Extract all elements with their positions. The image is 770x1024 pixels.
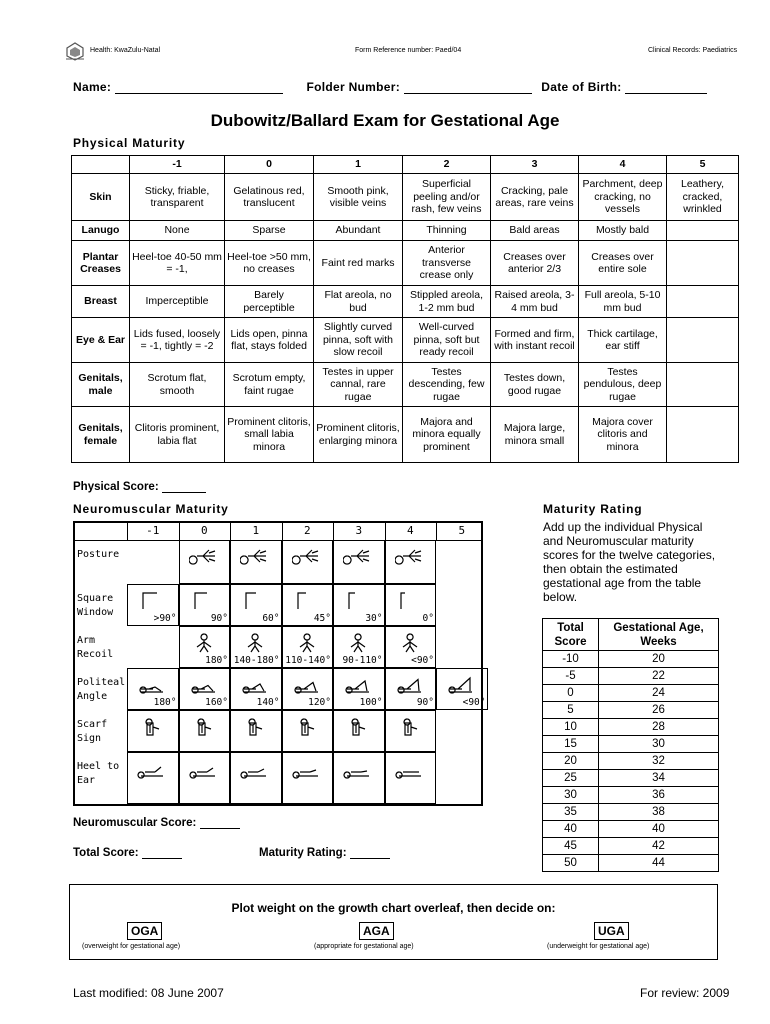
neuro-angle-label: 60° [262, 613, 280, 624]
table-row [543, 685, 719, 702]
header-records: Clinical Records: Paediatrics [648, 47, 738, 54]
table-cell: Testes down, good rugae [491, 363, 579, 407]
col-header: 2 [403, 156, 491, 174]
table-cell: Majora cover clitoris and minora [579, 407, 667, 463]
table-cell [667, 286, 739, 318]
table-cell: Full areola, 5-10 mm bud [579, 286, 667, 318]
name-label: Name: [73, 80, 112, 94]
neuro-angle-label: 110-140° [285, 655, 331, 666]
table-cell: Well-curved pinna, soft but ready recoil [403, 318, 491, 363]
neuro-score-label: Neuromuscular Score: [73, 817, 197, 829]
ga-score-cell: 0 [543, 685, 599, 702]
maneuver-figure-icon [292, 545, 322, 567]
physical-header-row [72, 156, 739, 174]
row-label: Eye & Ear [72, 318, 130, 363]
grid-line [282, 523, 283, 540]
maturity-rating-heading: Maturity Rating [543, 502, 643, 516]
neuro-col-header: 0 [200, 524, 208, 537]
table-cell: Majora and minora equally prominent [403, 407, 491, 463]
review-date: For review: 2009 [640, 986, 730, 1000]
total-score-field[interactable] [142, 847, 182, 859]
table-cell: Scrotum flat, smooth [130, 363, 225, 407]
table-cell: Testes pendulous, deep rugae [579, 363, 667, 407]
table-row [543, 770, 719, 787]
maneuver-figure-icon [137, 673, 167, 695]
physical-score [73, 481, 206, 493]
maneuver-figure-icon [343, 545, 373, 567]
table-cell: Testes in upper cannal, rare rugae [314, 363, 403, 407]
plot-title: Plot weight on the growth chart overleaf, then decide on: [231, 901, 556, 915]
ga-weeks-cell: 40 [599, 821, 719, 838]
table-cell: Sticky, friable, transparent [130, 174, 225, 221]
name-field[interactable] [115, 82, 283, 94]
table-cell: Raised areola, 3-4 mm bud [491, 286, 579, 318]
grid-line [385, 523, 386, 540]
maturity-rating-label: Maturity Rating: [259, 847, 347, 859]
ga-weeks-cell: 42 [599, 838, 719, 855]
table-cell: Bald areas [491, 221, 579, 241]
maneuver-figure-icon [292, 589, 322, 611]
table-cell: Prominent clitoris, small labia minora [225, 407, 314, 463]
ga-score-cell: 20 [543, 753, 599, 770]
neuro-angle-label: 140-180° [233, 655, 280, 666]
ga-weeks-cell: 38 [599, 804, 719, 821]
table-row [543, 787, 719, 804]
row-label: Genitals, male [72, 363, 130, 407]
table-cell: Prominent clitoris, enlarging minora [314, 407, 403, 463]
physical-maturity-table [71, 155, 739, 463]
grid-line [179, 523, 180, 540]
table-cell: None [130, 221, 225, 241]
oga-option[interactable]: OGA [127, 922, 162, 940]
table-cell: Thick cartilage, ear stiff [579, 318, 667, 363]
table-row [543, 855, 719, 872]
col-header: 0 [225, 156, 314, 174]
neuro-angle-label: 180° [153, 697, 177, 708]
oga-desc: (overweight for gestational age) [82, 943, 181, 950]
header-dept: Health: KwaZulu-Natal [90, 47, 161, 54]
maneuver-figure-icon [189, 715, 219, 737]
table-row [543, 651, 719, 668]
neuro-score [73, 817, 240, 829]
ga-score-cell: 15 [543, 736, 599, 753]
total-score [73, 847, 182, 859]
table-cell: Formed and firm, with instant recoil [491, 318, 579, 363]
ga-weeks-cell: 30 [599, 736, 719, 753]
table-cell: Scrotum empty, faint rugae [225, 363, 314, 407]
maneuver-figure-icon [240, 631, 270, 653]
table-cell: Abundant [314, 221, 403, 241]
neuro-col-header: 1 [252, 524, 260, 537]
ga-score-cell: 50 [543, 855, 599, 872]
maneuver-figure-icon [343, 631, 373, 653]
table-row [543, 702, 719, 719]
ga-score-cell: 45 [543, 838, 599, 855]
neuro-score-field[interactable] [200, 817, 240, 829]
table-row [543, 736, 719, 753]
neuro-angle-label: 140° [256, 697, 280, 708]
grid-line [127, 523, 128, 540]
col-header: -1 [130, 156, 225, 174]
maneuver-figure-icon [189, 589, 219, 611]
table-row [543, 804, 719, 821]
maneuver-figure-icon [240, 715, 270, 737]
neuro-angle-label: <90° [411, 655, 434, 666]
table-row [72, 318, 739, 363]
table-cell: Lids fused, loosely = -1, tightly = -2 [130, 318, 225, 363]
neuro-col-header: 2 [303, 524, 311, 537]
neuro-col-header: 3 [355, 524, 363, 537]
table-row [72, 221, 739, 241]
ga-weeks-cell: 36 [599, 787, 719, 804]
ga-score-cell: -5 [543, 668, 599, 685]
maturity-rating-text: Add up the individual Physical and Neuromuscular maturity scores for the twelve categories, then obtain the estimated gestational age from the table below. [543, 520, 716, 604]
ga-weeks-cell: 32 [599, 753, 719, 770]
table-row [72, 174, 739, 221]
ga-score-cell: 25 [543, 770, 599, 787]
maneuver-figure-icon [343, 673, 373, 695]
table-cell [667, 407, 739, 463]
col-header: 4 [579, 156, 667, 174]
table-cell: Sparse [225, 221, 314, 241]
row-label: Plantar Creases [72, 241, 130, 286]
neuro-angle-label: 180° [205, 655, 228, 666]
neuro-heading: Neuromuscular Maturity [73, 502, 229, 516]
last-modified: Last modified: 08 June 2007 [73, 986, 224, 1000]
maneuver-figure-icon [446, 673, 476, 695]
ga-score-cell: 5 [543, 702, 599, 719]
table-row [72, 286, 739, 318]
maneuver-figure-icon [395, 715, 425, 737]
plot-decision-box [69, 884, 718, 960]
table-cell: Gelatinous red, translucent [225, 174, 314, 221]
col-header: 5 [667, 156, 739, 174]
col-header: 3 [491, 156, 579, 174]
maneuver-figure-icon [240, 589, 270, 611]
table-cell: Smooth pink, visible veins [314, 174, 403, 221]
table-row [543, 753, 719, 770]
table-cell: Mostly bald [579, 221, 667, 241]
table-cell: Clitoris prominent, labia flat [130, 407, 225, 463]
table-cell: Stippled areola, 1-2 mm bud [403, 286, 491, 318]
ga-score-cell: 40 [543, 821, 599, 838]
row-label: Breast [72, 286, 130, 318]
neuro-angle-label: 120° [308, 697, 331, 708]
row-label: Genitals, female [72, 407, 130, 463]
grid-line [333, 523, 334, 540]
neuro-angle-label: 30° [365, 613, 383, 624]
maneuver-figure-icon [240, 673, 270, 695]
col-header: 1 [314, 156, 403, 174]
header-form-ref: Form Reference number: Paed/04 [355, 47, 462, 54]
neuro-row-label: Scarf Sign [77, 719, 108, 744]
maneuver-figure-icon [395, 589, 425, 611]
table-cell [667, 221, 739, 241]
patient-fields [73, 80, 723, 94]
coat-of-arms-icon [64, 40, 86, 62]
table-cell: Testes descending, few rugae [403, 363, 491, 407]
ga-weeks-cell: 28 [599, 719, 719, 736]
dob-label: Date of Birth: [541, 80, 622, 94]
ga-col-score: Total Score [543, 619, 599, 651]
grid-line [436, 523, 437, 540]
ga-score-cell: 30 [543, 787, 599, 804]
folder-label: Folder Number: [306, 80, 401, 94]
maneuver-figure-icon [189, 545, 219, 567]
ga-score-cell: 35 [543, 804, 599, 821]
ga-weeks-cell: 22 [599, 668, 719, 685]
ga-score-cell: -10 [543, 651, 599, 668]
neuro-angle-label: 90-110° [342, 655, 383, 666]
table-cell: Thinning [403, 221, 491, 241]
maneuver-figure-icon [343, 589, 373, 611]
row-label: Skin [72, 174, 130, 221]
neuro-row-label: Arm Recoil [77, 635, 114, 660]
table-cell: Flat areola, no bud [314, 286, 403, 318]
maneuver-figure-icon [137, 757, 167, 779]
neuro-angle-label: 45° [313, 613, 331, 624]
table-row [543, 719, 719, 736]
neuro-row-label: Posture [77, 549, 120, 560]
neuro-row-label: Heel to Ear [77, 761, 120, 786]
ga-weeks-cell: 44 [599, 855, 719, 872]
maneuver-figure-icon [240, 757, 270, 779]
neuro-angle-label: 90° [416, 697, 434, 708]
physical-score-field[interactable] [162, 481, 206, 493]
maneuver-figure-icon [395, 631, 425, 653]
header-blank [72, 156, 130, 174]
table-row [543, 821, 719, 838]
uga-option[interactable]: UGA [594, 922, 629, 940]
maneuver-figure-icon [137, 589, 167, 611]
maturity-rating-field[interactable] [350, 847, 390, 859]
neuro-col-header: 5 [458, 524, 466, 537]
ga-weeks-cell: 24 [599, 685, 719, 702]
page-title: Dubowitz/Ballard Exam for Gestational Age [210, 111, 560, 130]
table-cell: Superficial peeling and/or rash, few veins [403, 174, 491, 221]
table-cell: Faint red marks [314, 241, 403, 286]
neuro-angle-label: <90° [462, 697, 486, 708]
maneuver-figure-icon [240, 545, 270, 567]
maneuver-figure-icon [137, 715, 167, 737]
folder-field[interactable] [404, 82, 532, 94]
table-cell: Heel-toe 40-50 mm = -1, [130, 241, 225, 286]
maneuver-figure-icon [395, 545, 425, 567]
neuro-col-header: 4 [406, 524, 414, 537]
neuro-angle-label: 90° [210, 613, 228, 624]
table-cell [667, 318, 739, 363]
maneuver-figure-icon [292, 673, 322, 695]
table-cell [667, 363, 739, 407]
table-cell: Majora large, minora small [491, 407, 579, 463]
ga-weeks-cell: 26 [599, 702, 719, 719]
table-cell: Slightly curved pinna, soft with slow recoil [314, 318, 403, 363]
table-cell: Leathery, cracked, wrinkled [667, 174, 739, 221]
ga-weeks-cell: 34 [599, 770, 719, 787]
maneuver-figure-icon [189, 631, 219, 653]
table-row [72, 241, 739, 286]
table-cell: Creases over entire sole [579, 241, 667, 286]
physical-score-label: Physical Score: [73, 481, 159, 493]
neuro-angle-label: 100° [359, 697, 383, 708]
maneuver-figure-icon [395, 757, 425, 779]
physical-heading: Physical Maturity [73, 136, 186, 150]
table-cell: Anterior transverse crease only [403, 241, 491, 286]
table-row [543, 668, 719, 685]
table-row [543, 838, 719, 855]
neuro-row-label: Square Window [77, 593, 114, 618]
grid-line [230, 523, 231, 540]
aga-option[interactable]: AGA [359, 922, 394, 940]
table-cell: Lids open, pinna flat, stays folded [225, 318, 314, 363]
neuro-col-header: -1 [146, 524, 160, 537]
neuro-angle-label: 160° [205, 697, 228, 708]
neuro-angle-label: >90° [153, 613, 177, 624]
maneuver-figure-icon [395, 673, 425, 695]
maneuver-figure-icon [292, 715, 322, 737]
table-cell: Barely perceptible [225, 286, 314, 318]
row-label: Lanugo [72, 221, 130, 241]
neuromuscular-grid [73, 521, 486, 806]
ga-weeks-cell: 20 [599, 651, 719, 668]
ga-score-cell: 10 [543, 719, 599, 736]
table-cell: Parchment, deep cracking, no vessels [579, 174, 667, 221]
aga-desc: (appropriate for gestational age) [314, 943, 414, 950]
gestational-age-table [542, 618, 719, 872]
maneuver-figure-icon [343, 715, 373, 737]
table-row [72, 407, 739, 463]
table-cell: Cracking, pale areas, rare veins [491, 174, 579, 221]
maneuver-figure-icon [189, 673, 219, 695]
table-cell: Imperceptible [130, 286, 225, 318]
table-cell: Heel-toe >50 mm, no creases [225, 241, 314, 286]
table-cell: Creases over anterior 2/3 [491, 241, 579, 286]
maneuver-figure-icon [189, 757, 219, 779]
ga-col-weeks: Gestational Age, Weeks [599, 619, 719, 651]
uga-desc: (underweight for gestational age) [547, 943, 650, 950]
maneuver-figure-icon [292, 757, 322, 779]
neuro-angle-label: 0° [422, 613, 434, 624]
table-row [72, 363, 739, 407]
total-score-label: Total Score: [73, 847, 139, 859]
maturity-rating-line [259, 847, 390, 859]
maneuver-figure-icon [343, 757, 373, 779]
dob-field[interactable] [625, 82, 707, 94]
neuro-row-label: Politeal Angle [77, 677, 126, 702]
table-cell [667, 241, 739, 286]
maneuver-figure-icon [292, 631, 322, 653]
